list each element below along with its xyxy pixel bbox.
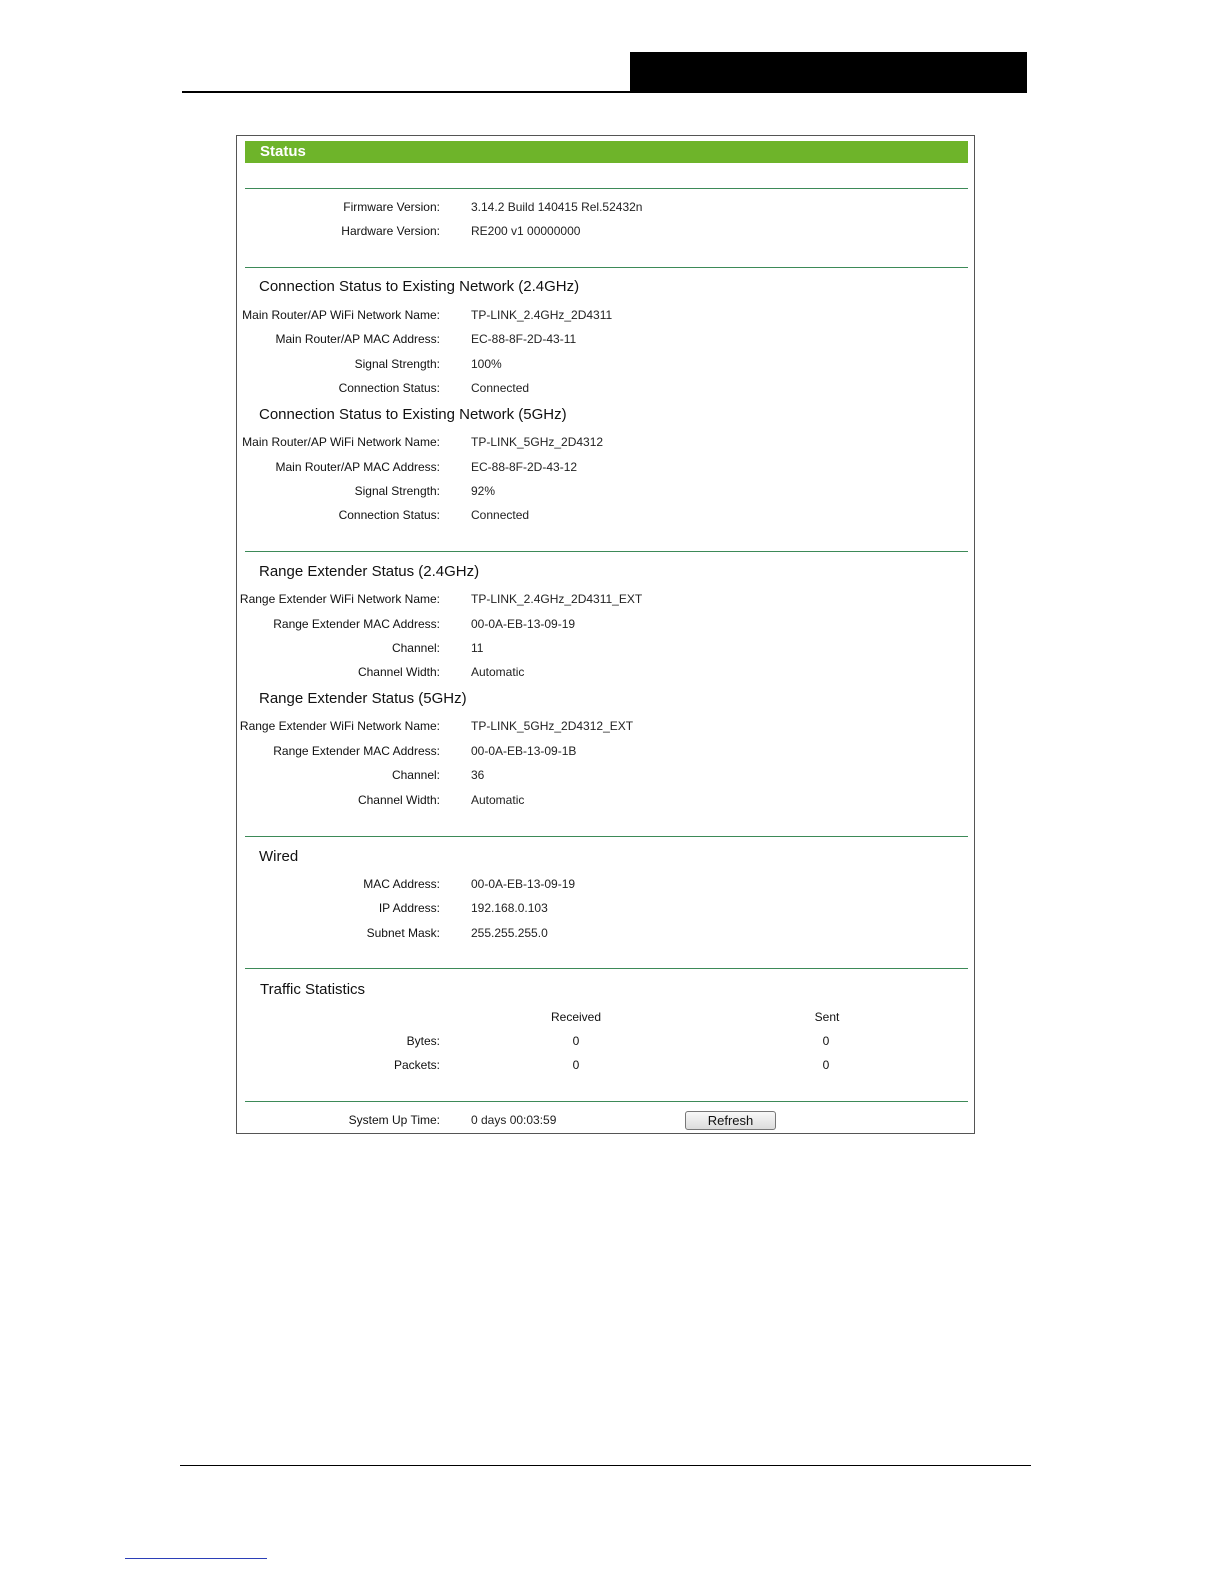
field-label: Channel Width: [357, 665, 440, 679]
field-label: System Up Time: [348, 1113, 440, 1127]
field-value: RE200 v1 00000000 [471, 224, 581, 238]
document-header-rule [182, 91, 1027, 93]
traffic-col-sent: Sent [814, 1010, 840, 1024]
ext24-channel-width-row [237, 664, 976, 680]
ext5-network-name-row [237, 718, 976, 734]
traffic-heading: Traffic Statistics [260, 981, 366, 998]
field-value: 3.14.2 Build 140415 Rel.52432n [471, 200, 643, 214]
conn24-network-name-row [237, 307, 976, 323]
bytes-sent-value: 0 [822, 1034, 830, 1048]
field-value: Automatic [471, 665, 525, 679]
section-divider [245, 1101, 968, 1102]
conn5-status-row [237, 507, 976, 523]
field-value: TP-LINK_2.4GHz_2D4311 [471, 308, 613, 322]
field-label: Main Router/AP WiFi Network Name: [242, 308, 440, 322]
field-value: 00-0A-EB-13-09-19 [471, 617, 576, 631]
ext24-channel-row [237, 640, 976, 656]
field-label: Signal Strength: [354, 357, 440, 371]
field-value: 255.255.255.0 [471, 926, 548, 940]
field-label: Connection Status: [338, 508, 440, 522]
field-value: 192.168.0.103 [471, 901, 548, 915]
field-label: Main Router/AP MAC Address: [275, 460, 440, 474]
uptime-row [237, 1112, 976, 1128]
field-label: Main Router/AP WiFi Network Name: [242, 435, 440, 449]
field-label: Connection Status: [338, 381, 440, 395]
ext24-mac-row [237, 616, 976, 632]
field-value: EC-88-8F-2D-43-11 [471, 332, 577, 346]
field-value: Connected [471, 381, 530, 395]
ext5-mac-row [237, 743, 976, 759]
ext5-channel-row [237, 767, 976, 783]
field-value: 100% [471, 357, 502, 371]
conn5-heading: Connection Status to Existing Network (5GHz) [259, 406, 567, 423]
status-panel [236, 135, 975, 1134]
packets-received-value: 0 [572, 1058, 580, 1072]
conn5-network-name-row [237, 434, 976, 450]
conn5-mac-row [237, 459, 976, 475]
field-value: EC-88-8F-2D-43-12 [471, 460, 578, 474]
field-label: Range Extender WiFi Network Name: [239, 719, 440, 733]
field-label: MAC Address: [363, 877, 440, 891]
wired-mac-row [237, 876, 976, 892]
field-label: Hardware Version: [341, 224, 440, 238]
section-divider [245, 267, 968, 268]
page-title: Status [245, 141, 968, 163]
wired-heading: Wired [259, 848, 299, 865]
conn24-signal-row [237, 356, 976, 372]
ext24-heading: Range Extender Status (2.4GHz) [259, 563, 480, 580]
field-value: Automatic [471, 793, 525, 807]
field-label: IP Address: [378, 901, 440, 915]
ext5-channel-width-row [237, 792, 976, 808]
section-divider [245, 968, 968, 969]
document-header-bar [630, 52, 1027, 92]
field-label: Main Router/AP MAC Address: [275, 332, 440, 346]
wired-subnet-row [237, 925, 976, 941]
traffic-col-received: Received [550, 1010, 602, 1024]
ext24-network-name-row [237, 591, 976, 607]
field-label: Signal Strength: [354, 484, 440, 498]
hardware-version-row [237, 223, 976, 239]
field-value: 92% [471, 484, 496, 498]
field-value: TP-LINK_5GHz_2D4312 [471, 435, 604, 449]
field-label: Range Extender MAC Address: [273, 744, 440, 758]
field-label: Channel: [391, 641, 440, 655]
field-label: Range Extender WiFi Network Name: [239, 592, 440, 606]
firmware-version-row [237, 199, 976, 215]
refresh-button[interactable]: Refresh [685, 1111, 776, 1130]
document-footer-link-underline [125, 1558, 267, 1559]
section-divider [245, 836, 968, 837]
field-value: TP-LINK_5GHz_2D4312_EXT [471, 719, 634, 733]
ext5-heading: Range Extender Status (5GHz) [259, 690, 467, 707]
section-divider [245, 551, 968, 552]
field-value: 00-0A-EB-13-09-1B [471, 744, 577, 758]
packets-sent-value: 0 [822, 1058, 830, 1072]
field-label: Range Extender MAC Address: [273, 617, 440, 631]
document-footer-rule [180, 1465, 1031, 1466]
field-label: Firmware Version: [343, 200, 440, 214]
field-label: Channel: [391, 768, 440, 782]
uptime-value: 0 days 00:03:59 [471, 1113, 557, 1127]
field-value: Connected [471, 508, 530, 522]
bytes-received-value: 0 [572, 1034, 580, 1048]
field-value: 11 [471, 641, 484, 655]
field-label: Bytes: [406, 1034, 440, 1048]
field-label: Subnet Mask: [366, 926, 440, 940]
field-value: 00-0A-EB-13-09-19 [471, 877, 576, 891]
section-divider [245, 188, 968, 189]
field-label: Packets: [393, 1058, 440, 1072]
wired-ip-row [237, 900, 976, 916]
field-value: 36 [471, 768, 485, 782]
conn5-signal-row [237, 483, 976, 499]
conn24-mac-row [237, 331, 976, 347]
field-label: Channel Width: [357, 793, 440, 807]
conn24-heading: Connection Status to Existing Network (2.4GHz) [259, 278, 580, 295]
field-value: TP-LINK_2.4GHz_2D4311_EXT [471, 592, 643, 606]
conn24-status-row [237, 380, 976, 396]
